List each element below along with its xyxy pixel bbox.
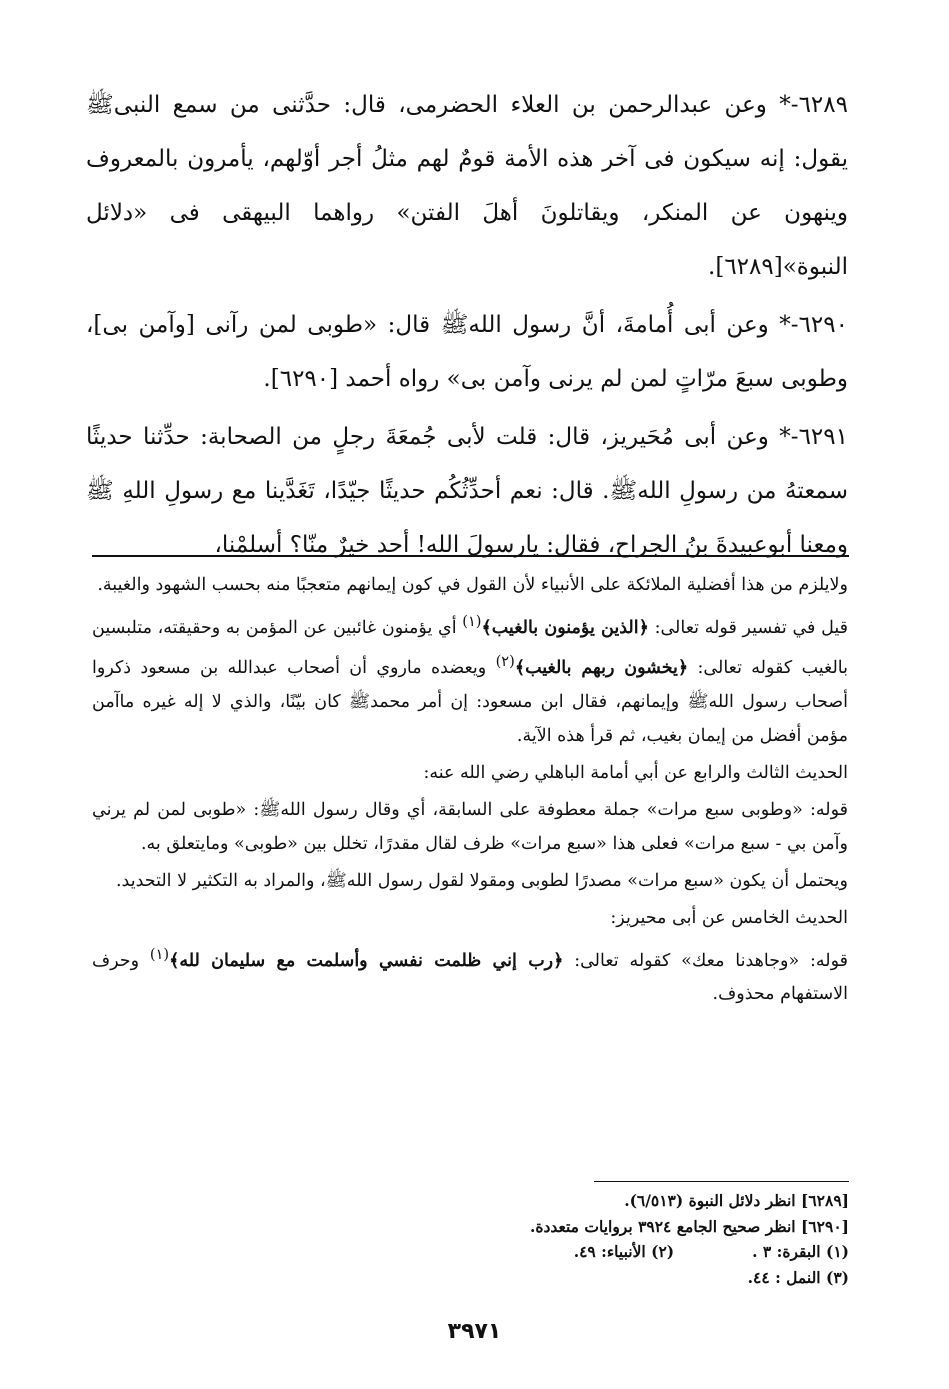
- commentary-text: قوله: «وجاهدنا معك» كقوله تعالى:: [563, 950, 848, 971]
- footnote-3: (٣) النمل : ٤٤.: [747, 1267, 849, 1287]
- hadith-6291: ٦٢٩١-* وعن أبى مُحَيريز، قال: قلت لأبى جُمعَةَ رجلٍ من الصحابة: حدِّثنا حديثًا سمعتهُ من رسولِ اللهﷺ. قال: نعم أحدِّثُكُم حديثًا جيّدًا، تَغَدَّينا مع رسولِ اللهِ ﷺ ومعنا أبوعبيدةَ بنُ الجراح، فقال: يارسولَ الله! أحد خيرٌ منّا؟ أسلمْنا،: [86, 424, 848, 558]
- hadith-6290: ٦٢٩٠-* وعن أبى أُمامةَ، أنَّ رسول اللهﷺ قال: «طوبى لمن رآنى [وآمن بى]، وطوبى سبعَ مرّاتٍ لمن لم يرنى وآمن بى» رواه أحمد [٦٢٩٠].: [86, 312, 848, 392]
- footnote-1: (١) البقرة: ٣ .: [752, 1242, 849, 1261]
- quran-quote: ﴿رب إني ظلمت نفسي وأسلمت مع سليمان لله﴾: [169, 950, 564, 971]
- commentary-paragraph: ويحتمل أن يكون «سبع مرات» مصدرًا لطوبى ومقولا لقول رسول اللهﷺ، والمراد به التكثير لا التحديد.: [115, 870, 848, 891]
- quran-quote: ﴿يخشون ربهم بالغيب﴾: [514, 657, 689, 678]
- commentary-paragraph: [92, 605, 848, 753]
- commentary-paragraph: قوله: «وطوبى سبع مرات» جملة معطوفة على السابقة، أي وقال رسول اللهﷺ: «طوبى لمن لم يرني وآمن بي - سبع مرات» فعلى هذا «سبع مرات» ظرف لقال مقدرًا، تخلل بين «طوبى» ومايتعلق به.: [92, 799, 848, 854]
- footnote-6290: [٦٢٩٠] انظر صحيح الجامع ٣٩٢٤ بروايات متعددة.: [529, 1216, 849, 1236]
- commentary-paragraph: [92, 938, 848, 1012]
- page-number: ٣٩٧١: [447, 1319, 502, 1344]
- main-separator-rule: [92, 555, 849, 557]
- commentary-heading: الحديث الخامس عن أبى محيريز:: [610, 907, 848, 928]
- commentary-paragraph: ولايلزم من هذا أفضلية الملائكة على الأنبياء لأن القول في كون إيمانهم متعجبًا منه بحسب الشهود والغيبة.: [97, 575, 848, 595]
- footnote-separator-rule: [594, 1181, 849, 1182]
- hadith-main-text: [86, 78, 848, 572]
- footnote-ref: (١): [149, 945, 170, 963]
- footnote-6289: [٦٢٨٩] انظر دلائل النبوة (٦/٥١٣).: [624, 1191, 849, 1210]
- footnote-row: [380, 1239, 849, 1265]
- hadith-6289: ٦٢٨٩-* وعن عبدالرحمن بن العلاء الحضرمى، قال: حدَّثنى من سمع النبىﷺ يقول: إنه سيكون فى آخر هذه الأمة قومٌ لهم مثلُ أجر أوّلهم، يأمرون بالمعروف وينهون عن المنكر، ويقاتلونَ أهلَ الفتن» رواهما البيهقى فى «دلائل النبوة»[٦٢٨٩].: [86, 92, 848, 280]
- commentary-text: قيل في تفسير قوله تعالى:: [648, 617, 848, 638]
- footnote-ref: (١): [462, 613, 482, 630]
- commentary-section: [92, 568, 848, 1014]
- commentary-text: وحرف الاستفهام محذوف.: [92, 950, 848, 1005]
- commentary-text: أي يؤمنون غائبين عن المؤمن به وحقيقته، متلبسين بالغيب كقوله تعالى:: [92, 617, 849, 678]
- quran-quote: ﴿الذين يؤمنون بالغيب﴾: [481, 617, 649, 638]
- footnote-2: (٢) الأنبياء: ٤٩.: [573, 1242, 675, 1261]
- commentary-heading: الحديث الثالث والرابع عن أبي أمامة الباهلي رضي الله عنه:: [423, 762, 848, 783]
- footnote-ref: (٢): [495, 652, 515, 670]
- footnotes: [380, 1188, 849, 1290]
- commentary-text: ويعضده ماروي أن أصحاب عبدالله بن مسعود ذكروا أصحاب رسول اللهﷺ وإيمانهم، فقال ابن مسعود: إن أمر محمدﷺ كان بيّنًا، والذي لا إله غيره ماآمن مؤمن أفضل من إيمان بغيب، ثم قرأ هذه الآية.: [92, 657, 848, 746]
